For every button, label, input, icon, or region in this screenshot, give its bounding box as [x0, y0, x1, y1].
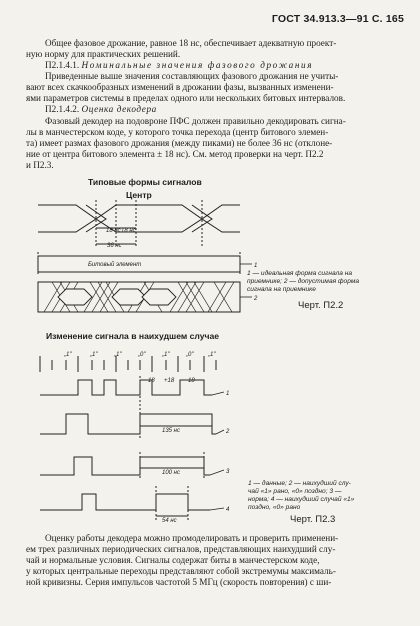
text-line: Общее фазовое дрожание, равное 18 нс, обеспечивает адекватную проект- — [45, 38, 337, 48]
text-line: ной кривизны. Серия импульсов частотой 5 МГц (скорость повторения) с ши- — [26, 577, 332, 587]
figure-caption-line: поздно, «0» рано — [248, 504, 301, 511]
leader-line — [212, 392, 224, 395]
section-title: Оценка декодера — [81, 104, 157, 114]
waveform-2 — [40, 414, 216, 434]
waveform-3 — [40, 457, 210, 475]
dim-label-54: 54 нс — [162, 518, 177, 524]
dim-label-18-left: 18 нс — [106, 228, 121, 234]
text-line: чай и нормальные условия. Сигналы содержат биты в манчестерском коде, — [26, 555, 320, 565]
tick-label: +18 — [164, 378, 175, 384]
figure-caption-line: сигнала на приемнике — [247, 286, 316, 293]
line-label: 2 — [254, 296, 258, 302]
text-line: вают всех скачкообразных изменений в дрожании фазы, вызванных изменени- — [26, 82, 334, 92]
tick-label: -18 — [146, 378, 155, 384]
line-label: 1 — [226, 391, 230, 397]
figure-name: Черт. П2.3 — [290, 514, 336, 525]
text-line: Приведенные выше значения составляющих фазового дрожания не учиты- — [45, 71, 339, 81]
bit-label: „1" — [90, 352, 98, 358]
figure-caption-line: чай «1» рано, «0» поздно; 3 — — [248, 488, 342, 495]
text-line: ями параметров системы в пределах одного или нескольких битовых интервалов. — [26, 93, 346, 103]
dim-label-135: 135 нс — [162, 428, 180, 434]
bit-label: „0" — [138, 352, 146, 358]
dim-label-100: 100 нс — [162, 470, 180, 476]
figure-caption-line: приемнике; 2 — допустимая форма — [247, 278, 360, 285]
figure-name: Черт. П2.2 — [298, 300, 344, 311]
figure-title: Типовые формы сигналов — [88, 177, 202, 187]
text-line: та) имеет размах фазового дрожания (между пиками) не более 36 нс (отклоне- — [26, 138, 333, 148]
dim-label-18-right: 18 нс — [121, 228, 136, 234]
figure-title: Изменение сигнала в наихудшем случае — [46, 331, 220, 341]
text-line: лы в манчестерском коде, у которого точка перехода (центр битового элемен- — [26, 127, 329, 137]
bit-label: „1" — [64, 352, 72, 358]
line-label: 1 — [254, 263, 258, 269]
leader-line — [216, 430, 224, 434]
line-label: 3 — [226, 469, 230, 475]
leader-line — [210, 470, 224, 475]
text-line: Оценку работы декодера можно промоделировать и проверить применени- — [45, 533, 339, 543]
section-number: П2.1.4.1. — [45, 60, 80, 70]
timing-ticks — [40, 356, 216, 372]
text-line: ние от центра битового элемента ± 18 нс). См. метод проверки на черт. П2.2 — [26, 149, 324, 159]
figure-caption-line: норма; 4 — наихудший случай «1» — [248, 496, 355, 503]
bit-label: „1" — [162, 352, 170, 358]
bit-element-label: Битовый элемент — [88, 262, 142, 268]
page-header: ГОСТ 34.913.3—91 С. 165 — [271, 13, 404, 25]
waveform-4 — [40, 494, 210, 510]
figure-caption-line: 1 — данные; 2 — наихудший слу- — [248, 480, 351, 487]
text-line: ем трех различных периодических сигналов, представляющих наихудший слу- — [26, 544, 336, 554]
dim-label-36: 36 нс — [107, 243, 122, 249]
line-label: 2 — [226, 429, 230, 435]
bit-label: „1" — [208, 352, 216, 358]
section-number: П2.1.4.2. — [45, 104, 80, 114]
section-title: Номинальные значения фазового дрожания — [81, 60, 314, 70]
text-line: и П2.3. — [26, 160, 54, 170]
figure-subtitle: Центр — [126, 190, 152, 200]
figure-caption-line: 1 — идеальная форма сигнала на — [247, 270, 353, 277]
bit-label: „0" — [186, 352, 194, 358]
line-label: 4 — [226, 507, 230, 513]
leader-line — [210, 508, 224, 510]
bit-label: „1" — [114, 352, 122, 358]
text-line: Фазовый декодер на подовроне ПФС должен правильно декодировать сигна- — [45, 116, 346, 126]
text-line: у которых центральные переходы представляют собой экстремумы максималь- — [26, 566, 336, 576]
text-line: ную норму для практических решений. — [26, 49, 181, 59]
tick-label: -18 — [186, 378, 195, 384]
